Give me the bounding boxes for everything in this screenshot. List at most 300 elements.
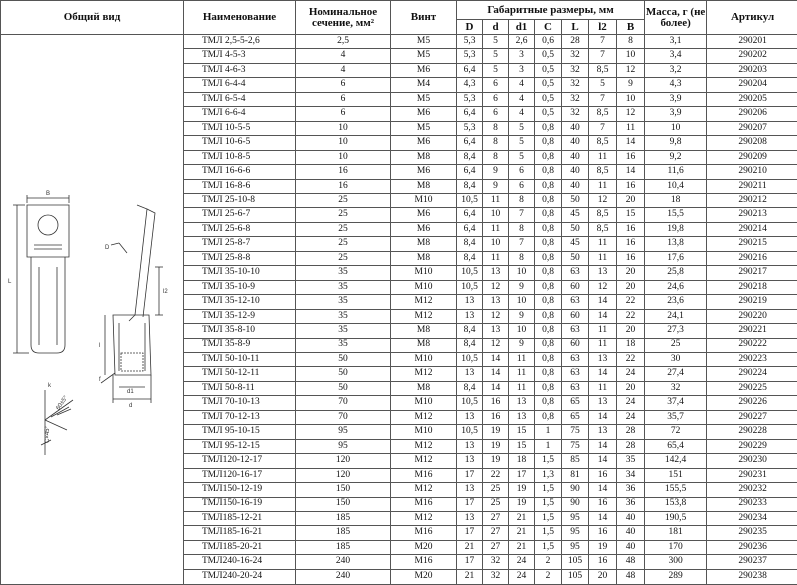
cell-dim-d1: 13 <box>509 396 535 410</box>
cell-dim-d-big: 10,5 <box>457 396 483 410</box>
cell-dim-d: 10 <box>483 208 509 222</box>
cell-dim-l: 65 <box>562 396 589 410</box>
cell-mass: 151 <box>645 468 707 482</box>
cell-mass: 30 <box>645 352 707 366</box>
cell-dim-d1: 5 <box>509 136 535 150</box>
cell-dim-d1: 8 <box>509 193 535 207</box>
cell-article: 290215 <box>707 237 797 251</box>
cell-dim-b: 14 <box>617 165 645 179</box>
cell-dim-d: 5 <box>483 63 509 77</box>
label-b: B <box>46 191 50 197</box>
cell-dim-b: 20 <box>617 381 645 395</box>
cell-dim-l2: 12 <box>589 193 617 207</box>
cell-name: ТМЛ185-20-21 <box>184 540 296 554</box>
cell-dim-d1: 10 <box>509 295 535 309</box>
cell-name: ТМЛ185-16-21 <box>184 526 296 540</box>
cell-dim-b: 24 <box>617 367 645 381</box>
cell-section: 25 <box>296 251 391 265</box>
cell-dim-b: 11 <box>617 121 645 135</box>
cell-article: 290229 <box>707 439 797 453</box>
cell-dim-d: 8 <box>483 121 509 135</box>
cell-name: ТМЛ 25-8-8 <box>184 251 296 265</box>
cell-section: 185 <box>296 526 391 540</box>
cell-dim-l: 63 <box>562 381 589 395</box>
cell-dim-l2: 11 <box>589 251 617 265</box>
cell-dim-d1: 10 <box>509 266 535 280</box>
cell-article: 290214 <box>707 222 797 236</box>
cell-article: 290211 <box>707 179 797 193</box>
cell-dim-l2: 13 <box>589 266 617 280</box>
cell-dim-l2: 8,5 <box>589 63 617 77</box>
header-dim-l: L <box>562 20 589 35</box>
cell-dim-d1: 24 <box>509 569 535 584</box>
cell-article: 290237 <box>707 555 797 569</box>
cell-mass: 170 <box>645 540 707 554</box>
cell-dim-c: 0,8 <box>535 193 562 207</box>
cell-mass: 37,4 <box>645 396 707 410</box>
cell-dim-l2: 14 <box>589 483 617 497</box>
cell-screw: М12 <box>391 439 457 453</box>
cell-dim-d1: 4 <box>509 78 535 92</box>
cell-dim-d-big: 4,3 <box>457 78 483 92</box>
cell-section: 6 <box>296 107 391 121</box>
cell-dim-d-big: 17 <box>457 497 483 511</box>
cell-dim-d: 12 <box>483 309 509 323</box>
cell-dim-c: 0,8 <box>535 295 562 309</box>
cell-dim-d1: 2,6 <box>509 35 535 49</box>
cell-article: 290226 <box>707 396 797 410</box>
cell-dim-d1: 17 <box>509 468 535 482</box>
cell-dim-l2: 16 <box>589 468 617 482</box>
header-screw: Винт <box>391 1 457 35</box>
cell-dim-d: 14 <box>483 367 509 381</box>
cell-screw: М10 <box>391 193 457 207</box>
cell-name: ТМЛ 95-12-15 <box>184 439 296 453</box>
cell-dim-d: 14 <box>483 352 509 366</box>
cell-dim-l: 60 <box>562 338 589 352</box>
cell-dim-b: 34 <box>617 468 645 482</box>
cell-article: 290201 <box>707 35 797 49</box>
cell-mass: 190,5 <box>645 511 707 525</box>
cell-article: 290213 <box>707 208 797 222</box>
cell-dim-d-big: 8,4 <box>457 251 483 265</box>
cell-section: 6 <box>296 92 391 106</box>
cell-article: 290212 <box>707 193 797 207</box>
cell-name: ТМЛ 95-10-15 <box>184 425 296 439</box>
lug-hole <box>38 215 58 235</box>
cell-dim-l: 105 <box>562 569 589 584</box>
header-dim-d1: d1 <box>509 20 535 35</box>
cell-dim-c: 0,8 <box>535 179 562 193</box>
cell-dim-b: 48 <box>617 555 645 569</box>
cell-name: ТМЛ 35-8-10 <box>184 324 296 338</box>
cell-dim-d: 32 <box>483 555 509 569</box>
cell-mass: 3,9 <box>645 92 707 106</box>
cell-dim-b: 20 <box>617 266 645 280</box>
cell-dim-c: 0,8 <box>535 121 562 135</box>
cell-mass: 65,4 <box>645 439 707 453</box>
cell-screw: М12 <box>391 410 457 424</box>
cell-screw: М6 <box>391 165 457 179</box>
cell-screw: М8 <box>391 251 457 265</box>
cell-dim-d: 12 <box>483 338 509 352</box>
label-k: k <box>48 383 52 389</box>
cell-name: ТМЛ 35-12-9 <box>184 309 296 323</box>
cell-article: 290203 <box>707 63 797 77</box>
cell-screw: М16 <box>391 468 457 482</box>
cell-screw: М6 <box>391 63 457 77</box>
cell-dim-d-big: 6,4 <box>457 63 483 77</box>
cell-section: 120 <box>296 468 391 482</box>
cell-dim-d: 16 <box>483 396 509 410</box>
cell-section: 25 <box>296 237 391 251</box>
cell-screw: М8 <box>391 381 457 395</box>
cell-dim-b: 22 <box>617 352 645 366</box>
cell-dim-l: 45 <box>562 208 589 222</box>
cell-mass: 3,9 <box>645 107 707 121</box>
cell-dim-l: 75 <box>562 439 589 453</box>
cell-dim-d: 8 <box>483 136 509 150</box>
cell-dim-l: 40 <box>562 150 589 164</box>
header-dim-c: C <box>535 20 562 35</box>
cell-dim-d1: 3 <box>509 49 535 63</box>
cell-dim-l: 75 <box>562 425 589 439</box>
cell-dim-d1: 19 <box>509 497 535 511</box>
cell-dim-l2: 16 <box>589 526 617 540</box>
cell-dim-l: 63 <box>562 352 589 366</box>
cell-article: 290230 <box>707 454 797 468</box>
cell-section: 185 <box>296 540 391 554</box>
cell-dim-d: 13 <box>483 324 509 338</box>
cell-dim-l2: 19 <box>589 540 617 554</box>
cell-dim-l: 32 <box>562 78 589 92</box>
cell-section: 50 <box>296 367 391 381</box>
cell-dim-d-big: 6,4 <box>457 165 483 179</box>
cell-screw: М12 <box>391 309 457 323</box>
cell-dim-d-big: 10,5 <box>457 193 483 207</box>
cell-dim-d: 5 <box>483 35 509 49</box>
cell-article: 290234 <box>707 511 797 525</box>
cell-section: 25 <box>296 222 391 236</box>
cell-dim-c: 0,8 <box>535 309 562 323</box>
cell-dim-l: 40 <box>562 121 589 135</box>
cell-dim-d: 27 <box>483 540 509 554</box>
cell-dim-l: 95 <box>562 511 589 525</box>
cell-dim-l: 95 <box>562 540 589 554</box>
header-section: Номинальное сечение, мм² <box>296 1 391 35</box>
cell-screw: М12 <box>391 483 457 497</box>
cell-dim-l: 32 <box>562 49 589 63</box>
cell-name: ТМЛ 10-6-5 <box>184 136 296 150</box>
cell-name: ТМЛ 50-8-11 <box>184 381 296 395</box>
cell-dim-l2: 11 <box>589 381 617 395</box>
cell-dim-d1: 6 <box>509 165 535 179</box>
cell-mass: 25 <box>645 338 707 352</box>
cell-section: 35 <box>296 309 391 323</box>
cell-dim-l2: 13 <box>589 425 617 439</box>
cell-dim-l2: 14 <box>589 309 617 323</box>
cell-dim-b: 20 <box>617 193 645 207</box>
cell-section: 240 <box>296 569 391 584</box>
cell-dim-l: 28 <box>562 35 589 49</box>
cell-dim-l: 63 <box>562 367 589 381</box>
cell-dim-b: 8 <box>617 35 645 49</box>
lug-technical-drawing <box>1 35 184 580</box>
cell-dim-l2: 11 <box>589 150 617 164</box>
cell-dim-d: 11 <box>483 222 509 236</box>
cell-name: ТМЛ 25-8-7 <box>184 237 296 251</box>
cell-section: 16 <box>296 179 391 193</box>
cell-name: ТМЛ 10-8-5 <box>184 150 296 164</box>
header-article: Артикул <box>707 1 797 35</box>
cell-dim-c: 0,8 <box>535 222 562 236</box>
cell-section: 120 <box>296 454 391 468</box>
cell-dim-b: 10 <box>617 92 645 106</box>
cell-dim-d1: 9 <box>509 280 535 294</box>
table-row <box>1 35 797 49</box>
cell-dim-c: 0,6 <box>535 35 562 49</box>
cell-name: ТМЛ 70-12-13 <box>184 410 296 424</box>
label-l-big: L <box>8 279 12 285</box>
cell-dim-c: 0,8 <box>535 150 562 164</box>
cell-mass: 35,7 <box>645 410 707 424</box>
cell-article: 290224 <box>707 367 797 381</box>
cell-name: ТМЛ 10-5-5 <box>184 121 296 135</box>
cell-dim-d1: 5 <box>509 121 535 135</box>
cell-dim-b: 16 <box>617 251 645 265</box>
cell-dim-d: 27 <box>483 511 509 525</box>
cell-dim-l2: 11 <box>589 338 617 352</box>
cell-name: ТМЛ 16-8-6 <box>184 179 296 193</box>
cell-mass: 10 <box>645 121 707 135</box>
cell-section: 16 <box>296 165 391 179</box>
cell-section: 150 <box>296 483 391 497</box>
cell-dim-d1: 4 <box>509 92 535 106</box>
cell-dim-l: 40 <box>562 136 589 150</box>
cell-dim-l2: 7 <box>589 121 617 135</box>
cell-dim-d: 22 <box>483 468 509 482</box>
cell-dim-c: 0,8 <box>535 280 562 294</box>
cell-dim-d-big: 5,3 <box>457 49 483 63</box>
cell-section: 35 <box>296 295 391 309</box>
cell-dim-d-big: 6,4 <box>457 107 483 121</box>
cell-article: 290236 <box>707 540 797 554</box>
cell-section: 6 <box>296 78 391 92</box>
cell-dim-l: 63 <box>562 324 589 338</box>
cell-dim-d-big: 13 <box>457 410 483 424</box>
cell-dim-b: 15 <box>617 208 645 222</box>
cell-dim-l: 50 <box>562 193 589 207</box>
cell-dim-d-big: 8,4 <box>457 179 483 193</box>
cell-dim-b: 14 <box>617 136 645 150</box>
cell-screw: М12 <box>391 454 457 468</box>
cell-dim-d1: 7 <box>509 237 535 251</box>
cell-dim-d-big: 17 <box>457 526 483 540</box>
cell-dim-d1: 5 <box>509 150 535 164</box>
header-dim-b: B <box>617 20 645 35</box>
cell-section: 70 <box>296 396 391 410</box>
cell-dim-b: 16 <box>617 222 645 236</box>
cell-dim-c: 1 <box>535 439 562 453</box>
cell-dim-l: 45 <box>562 237 589 251</box>
cell-section: 35 <box>296 338 391 352</box>
cell-section: 50 <box>296 381 391 395</box>
cell-dim-b: 20 <box>617 324 645 338</box>
cell-screw: М8 <box>391 237 457 251</box>
cell-dim-l: 81 <box>562 468 589 482</box>
cell-name: ТМЛ 35-12-10 <box>184 295 296 309</box>
cell-dim-d1: 9 <box>509 309 535 323</box>
cell-section: 95 <box>296 439 391 453</box>
cell-screw: М6 <box>391 136 457 150</box>
cell-dim-d1: 24 <box>509 555 535 569</box>
cell-mass: 181 <box>645 526 707 540</box>
cell-dim-d-big: 8,4 <box>457 150 483 164</box>
cell-name: ТМЛ 4-5-3 <box>184 49 296 63</box>
cell-dim-c: 1,5 <box>535 483 562 497</box>
cell-section: 240 <box>296 555 391 569</box>
cell-dim-d-big: 6,4 <box>457 136 483 150</box>
cell-dim-b: 16 <box>617 237 645 251</box>
cell-dim-l: 40 <box>562 179 589 193</box>
cell-dim-l2: 8,5 <box>589 222 617 236</box>
cell-name: ТМЛ 25-6-7 <box>184 208 296 222</box>
lug-drawing-cell <box>1 35 184 585</box>
cell-dim-b: 24 <box>617 396 645 410</box>
cell-dim-d: 8 <box>483 150 509 164</box>
cell-name: ТМЛ120-12-17 <box>184 454 296 468</box>
cell-dim-d-big: 10,5 <box>457 266 483 280</box>
cell-section: 10 <box>296 150 391 164</box>
cell-mass: 9,8 <box>645 136 707 150</box>
cell-dim-d1: 4 <box>509 107 535 121</box>
cell-mass: 13,8 <box>645 237 707 251</box>
cell-dim-l2: 8,5 <box>589 107 617 121</box>
cell-article: 290233 <box>707 497 797 511</box>
cell-dim-l2: 11 <box>589 237 617 251</box>
cell-article: 290238 <box>707 569 797 584</box>
cell-dim-d1: 21 <box>509 511 535 525</box>
cell-dim-d1: 15 <box>509 439 535 453</box>
cell-dim-d1: 15 <box>509 425 535 439</box>
cell-mass: 10,4 <box>645 179 707 193</box>
cell-mass: 153,8 <box>645 497 707 511</box>
cell-dim-l: 105 <box>562 555 589 569</box>
cell-dim-d-big: 6,4 <box>457 208 483 222</box>
cell-section: 4 <box>296 49 391 63</box>
cell-mass: 3,2 <box>645 63 707 77</box>
cell-dim-l2: 7 <box>589 49 617 63</box>
cell-screw: М10 <box>391 425 457 439</box>
cell-dim-d-big: 21 <box>457 540 483 554</box>
cell-screw: М5 <box>391 121 457 135</box>
cell-dim-d-big: 10,5 <box>457 425 483 439</box>
cell-dim-d: 14 <box>483 381 509 395</box>
cell-dim-d1: 7 <box>509 208 535 222</box>
cell-name: ТМЛ 35-10-10 <box>184 266 296 280</box>
cell-article: 290218 <box>707 280 797 294</box>
cell-dim-b: 28 <box>617 425 645 439</box>
cell-article: 290221 <box>707 324 797 338</box>
cell-dim-d: 25 <box>483 483 509 497</box>
cell-name: ТМЛ150-12-19 <box>184 483 296 497</box>
cell-dim-d: 16 <box>483 410 509 424</box>
cell-dim-l: 90 <box>562 483 589 497</box>
cell-dim-d-big: 17 <box>457 468 483 482</box>
cell-mass: 4,3 <box>645 78 707 92</box>
cell-dim-b: 40 <box>617 526 645 540</box>
cell-dim-c: 0,5 <box>535 107 562 121</box>
cell-dim-d1: 21 <box>509 540 535 554</box>
cell-article: 290227 <box>707 410 797 424</box>
cell-dim-c: 0,8 <box>535 338 562 352</box>
cell-dim-b: 35 <box>617 454 645 468</box>
cell-name: ТМЛ120-16-17 <box>184 468 296 482</box>
cell-dim-c: 1,5 <box>535 454 562 468</box>
cell-dim-l: 63 <box>562 295 589 309</box>
cell-dim-l2: 20 <box>589 569 617 584</box>
cell-mass: 17,6 <box>645 251 707 265</box>
cell-article: 290204 <box>707 78 797 92</box>
cell-name: ТМЛ 2,5-5-2,6 <box>184 35 296 49</box>
cell-dim-c: 0,8 <box>535 410 562 424</box>
cell-screw: М10 <box>391 266 457 280</box>
cell-screw: М12 <box>391 367 457 381</box>
cell-mass: 23,6 <box>645 295 707 309</box>
label-angle: 60±5° <box>55 395 69 412</box>
cell-section: 4 <box>296 63 391 77</box>
cell-mass: 24,1 <box>645 309 707 323</box>
cell-dim-b: 36 <box>617 497 645 511</box>
cell-dim-d-big: 8,4 <box>457 381 483 395</box>
cell-dim-c: 1,5 <box>535 497 562 511</box>
cell-dim-d: 19 <box>483 439 509 453</box>
cell-article: 290210 <box>707 165 797 179</box>
cell-article: 290222 <box>707 338 797 352</box>
cell-dim-b: 40 <box>617 540 645 554</box>
cell-dim-d1: 13 <box>509 410 535 424</box>
cell-mass: 142,4 <box>645 454 707 468</box>
cell-dim-d1: 11 <box>509 352 535 366</box>
cell-dim-d-big: 6,4 <box>457 222 483 236</box>
cell-dim-d: 32 <box>483 569 509 584</box>
cell-dim-c: 0,8 <box>535 352 562 366</box>
cell-screw: М5 <box>391 35 457 49</box>
cell-dim-c: 2 <box>535 569 562 584</box>
cell-section: 35 <box>296 324 391 338</box>
cell-dim-d: 6 <box>483 78 509 92</box>
cell-dim-d-big: 8,4 <box>457 324 483 338</box>
cell-mass: 27,4 <box>645 367 707 381</box>
cell-mass: 3,1 <box>645 35 707 49</box>
cell-screw: М10 <box>391 396 457 410</box>
cell-mass: 27,3 <box>645 324 707 338</box>
cell-dim-l: 60 <box>562 309 589 323</box>
cell-dim-l: 32 <box>562 63 589 77</box>
cell-name: ТМЛ 25-10-8 <box>184 193 296 207</box>
cell-dim-l: 32 <box>562 92 589 106</box>
cell-mass: 289 <box>645 569 707 584</box>
cell-dim-b: 22 <box>617 309 645 323</box>
cell-name: ТМЛ 6-6-4 <box>184 107 296 121</box>
cell-screw: М12 <box>391 295 457 309</box>
cell-article: 290208 <box>707 136 797 150</box>
cell-dim-l2: 13 <box>589 352 617 366</box>
cell-dim-d1: 6 <box>509 179 535 193</box>
cell-article: 290220 <box>707 309 797 323</box>
cell-dim-d-big: 5,3 <box>457 121 483 135</box>
cell-mass: 3,4 <box>645 49 707 63</box>
